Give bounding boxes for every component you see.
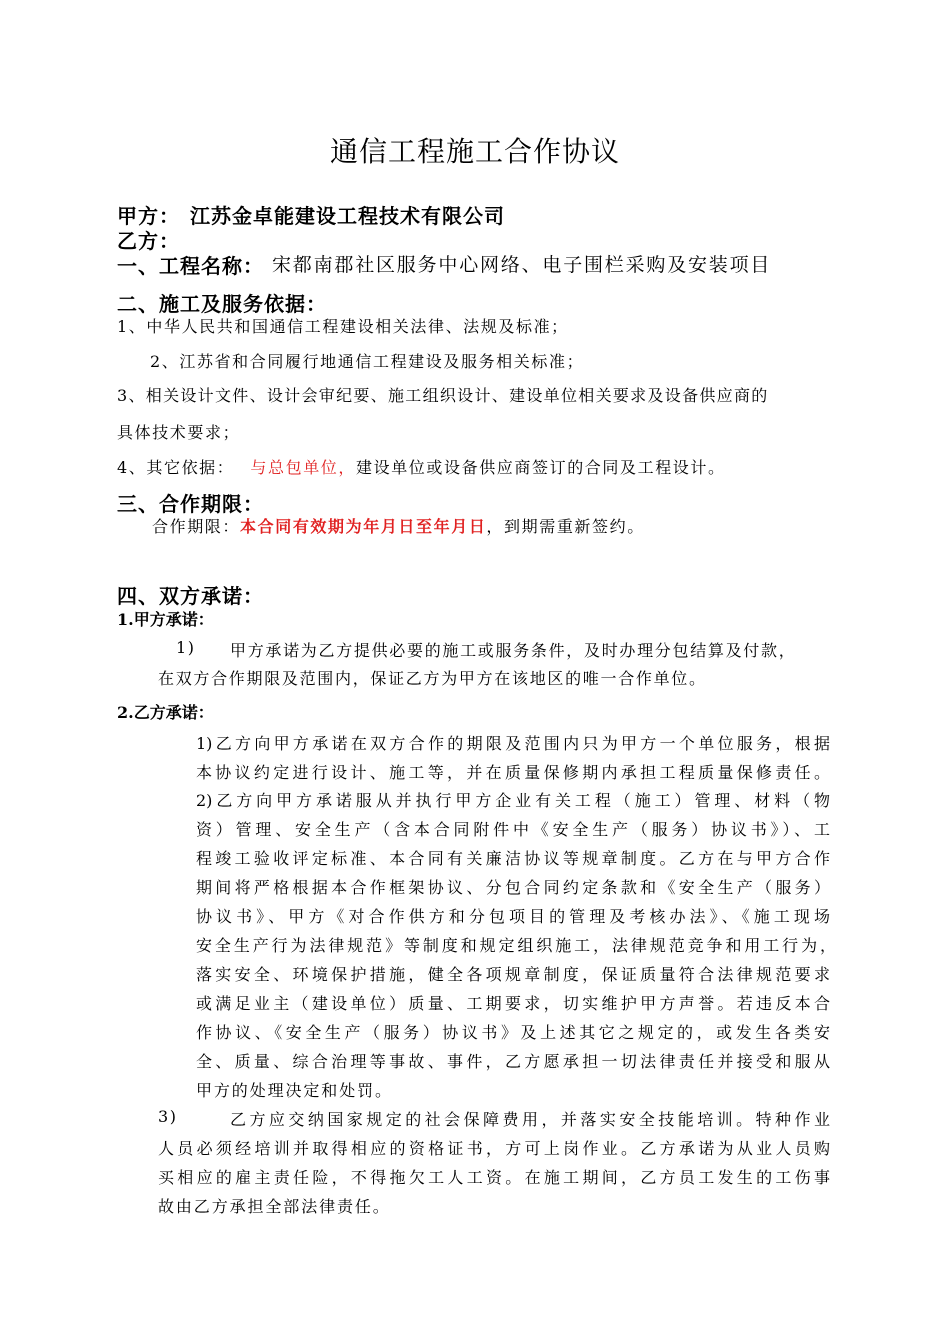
section-3-term (152, 514, 645, 537)
party-b-item-3-line-3: 买相应的雇主责任险，不得拖欠工人工资。在施工期间，乙方员工发生的工伤事 (158, 1168, 830, 1187)
section-3-highlight: 本合同有效期为年月日至年月日 (240, 517, 487, 536)
section-3-prefix: 合作期限： (152, 517, 241, 536)
party-b-item-2-line-9: 作协议、《安全生产（服务）协议书》及上述其它之规定的，或发生各类安 (196, 1023, 830, 1042)
party-b-item-2-line-5: 协议书》、甲方《对合作供方和分包项目的管理及考核办法》、《施工现场 (196, 907, 830, 926)
section-1-value: 宋都南郡社区服务中心网络、电子围栏采购及安装项目 (272, 254, 772, 276)
party-a-item-1-number: 1) (176, 638, 196, 657)
party-b-commitment-heading: 2.乙方承诺： (117, 703, 214, 722)
party-a-commitment-heading: 1.甲方承诺： (117, 610, 214, 629)
section-1-label: 一、工程名称： (117, 254, 264, 278)
party-b-item-2-line-2: 资）管理、安全生产（含本合同附件中《安全生产（服务）协议书》）、工 (196, 820, 830, 839)
party-b-item-3-line-1: 乙方应交纳国家规定的社会保障费用，并落实安全技能培训。特种作业 (230, 1110, 830, 1129)
party-b-item-2-line-6: 安全生产行为法律规范》等制度和规定组织施工，法律规范竞争和用工行为， (196, 936, 836, 955)
section-2-heading: 二、施工及服务依据： (117, 292, 327, 316)
party-b-item-1-line-2: 本协议约定进行设计、施工等，并在质量保修期内承担工程质量保修责任。 (196, 763, 830, 782)
section-3-heading: 三、合作期限： (117, 492, 264, 516)
party-b-item-3-line-4: 故由乙方承担全部法律责任。 (158, 1197, 391, 1216)
party-b-item-2-line-8: 或满足业主（建设单位）质量、工期要求，切实维护甲方声誉。若违反本合 (196, 994, 830, 1013)
party-b-item-3-line-2: 人员必须经培训并取得相应的资格证书，方可上岗作业。乙方承诺为从业人员购 (158, 1139, 830, 1158)
section-3-rest: ，到期需重新签约。 (486, 517, 645, 536)
section-2-item-1: 1、中华人民共和国通信工程建设相关法律、法规及标准； (117, 317, 569, 336)
party-b-item-2-line-7: 落实安全、环境保护措施，健全各项规章制度，保证质量符合法律规范要求 (196, 965, 830, 984)
section-2-item-2: 2、江苏省和合同履行地通信工程建设及服务相关标准； (150, 352, 585, 371)
party-b-item-2-line-4: 期间将严格根据本合作框架协议、分包合同约定条款和《安全生产（服务） (196, 878, 830, 897)
party-b-item-2-line-10: 全、质量、综合治理等事故、事件，乙方愿承担一切法律责任并接受和服从 (196, 1052, 830, 1071)
party-a-item-1-line-2: 在双方合作期限及范围内，保证乙方为甲方在该地区的唯一合作单位。 (158, 669, 707, 688)
document-title: 通信工程施工合作协议 (329, 135, 620, 168)
party-a-item-1-line-1: 甲方承诺为乙方提供必要的施工或服务条件，及时办理分包结算及付款， (230, 641, 797, 660)
party-b-item-1-line-1: 1)乙方向甲方承诺在双方合作的期限及范围内只为甲方一个单位服务，根据 (196, 734, 830, 753)
section-2-item-3-line-1: 3、相关设计文件、设计会审纪要、施工组织设计、建设单位相关要求及设备供应商的 (117, 386, 769, 405)
section-2-item-4 (117, 455, 726, 478)
section-2-item-4-highlight: 与总包单位， (250, 458, 356, 477)
party-b-item-2-line-11: 甲方的处理决定和处罚。 (196, 1081, 393, 1100)
party-b-label: 乙方： (117, 229, 180, 253)
section-2-item-4-prefix: 4、其它依据： (117, 458, 235, 477)
party-b-item-2-line-1: 2)乙方向甲方承诺服从并执行甲方企业有关工程（施工）管理、材料（物 (196, 791, 830, 810)
section-2-item-4-rest: 建设单位或设备供应商签订的合同及工程设计。 (356, 458, 726, 477)
section-4-heading: 四、双方承诺： (117, 584, 264, 608)
party-a-label: 甲方： (117, 204, 180, 228)
party-b-item-3-number: 3) (158, 1107, 178, 1126)
party-b-item-2-line-3: 程竣工验收评定标准、本合同有关廉洁协议等规章制度。乙方在与甲方合作 (196, 849, 830, 868)
party-a-name: 江苏金卓能建设工程技术有限公司 (190, 204, 505, 228)
section-2-item-3-line-2: 具体技术要求； (117, 423, 241, 442)
